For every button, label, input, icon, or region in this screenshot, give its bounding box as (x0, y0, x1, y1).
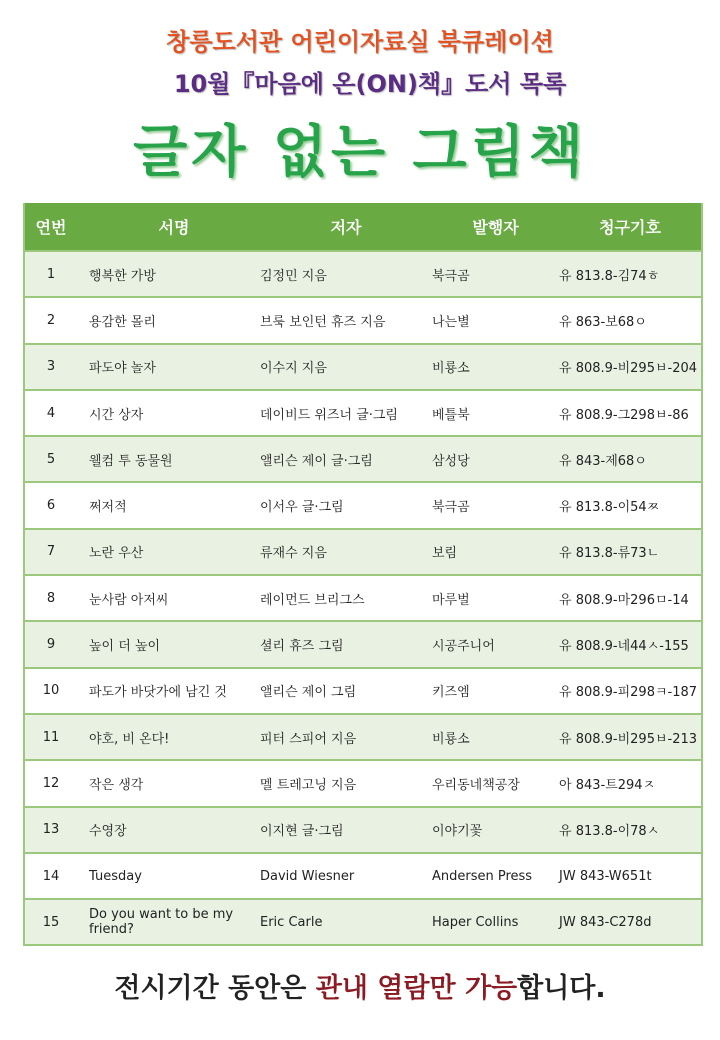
book-call-number: JW 843-C278d (559, 899, 702, 945)
book-number: 2 (24, 297, 77, 343)
book-author: 김정민 지음 (260, 251, 432, 297)
column-header-number: 연번 (24, 203, 77, 251)
book-call-number: 유 863-보68ㅇ (559, 297, 702, 343)
library-curation-heading: 창릉도서관 어린이자료실 북큐레이션 (166, 28, 554, 56)
book-author: 이서우 글·그림 (260, 482, 432, 528)
page-title: 글자 없는 그림책 (133, 120, 587, 185)
book-call-number: 유 808.9-피298ㅋ-187 (559, 668, 702, 714)
book-title: 수영장 (77, 807, 260, 853)
table-row (24, 390, 702, 436)
book-number: 12 (24, 760, 77, 806)
book-call-number: 아 843-트294ㅈ (559, 760, 702, 806)
book-publisher: 베틀북 (432, 390, 559, 436)
table-row (24, 621, 702, 667)
book-author: 이수지 지음 (260, 344, 432, 390)
book-call-number: 유 813.8-이78ㅅ (559, 807, 702, 853)
book-number: 3 (24, 344, 77, 390)
book-call-number: 유 808.9-비295ㅂ-213 (559, 714, 702, 760)
table-row (24, 668, 702, 714)
book-author: 멜 트레고닝 지음 (260, 760, 432, 806)
book-title: 파도야 놀자 (77, 344, 260, 390)
book-title: 웰컴 투 동물원 (77, 436, 260, 482)
exhibition-notice (0, 966, 720, 1005)
column-header-author: 저자 (260, 203, 432, 251)
table-row (24, 251, 702, 297)
notice-text: 전시기간 동안은 (114, 973, 316, 1004)
table-row (24, 436, 702, 482)
book-title: Tuesday (77, 853, 260, 899)
book-number: 8 (24, 575, 77, 621)
notice-highlight: 관내 열람만 가능 (315, 973, 518, 1004)
book-number: 4 (24, 390, 77, 436)
book-publisher: 키즈엠 (432, 668, 559, 714)
column-header-title: 서명 (77, 203, 260, 251)
table-row (24, 529, 702, 575)
book-author: 류재수 지음 (260, 529, 432, 575)
book-title: 눈사람 아저씨 (77, 575, 260, 621)
book-number: 1 (24, 251, 77, 297)
table-row (24, 297, 702, 343)
book-title: 행복한 가방 (77, 251, 260, 297)
book-title: 시간 상자 (77, 390, 260, 436)
book-title: 야호, 비 온다! (77, 714, 260, 760)
table-row (24, 344, 702, 390)
column-header-publisher: 발행자 (432, 203, 559, 251)
book-number: 7 (24, 529, 77, 575)
book-author: 이지현 글·그림 (260, 807, 432, 853)
book-title: 높이 더 높이 (77, 621, 260, 667)
book-number: 6 (24, 482, 77, 528)
book-author: 브룩 보인턴 휴즈 지음 (260, 297, 432, 343)
table-row (24, 807, 702, 853)
book-call-number: 유 813.8-류73ㄴ (559, 529, 702, 575)
table-header-row (24, 203, 702, 251)
table-row (24, 482, 702, 528)
book-publisher: 비룡소 (432, 714, 559, 760)
book-publisher: 북극곰 (432, 482, 559, 528)
book-call-number: JW 843-W651t (559, 853, 702, 899)
book-call-number: 유 808.9-마296ㅁ-14 (559, 575, 702, 621)
book-publisher: Andersen Press (432, 853, 559, 899)
book-list-table (23, 203, 703, 946)
notice-text-end: 합니다. (517, 973, 606, 1004)
table-row (24, 714, 702, 760)
book-publisher: 나는별 (432, 297, 559, 343)
book-call-number: 유 813.8-김74ㅎ (559, 251, 702, 297)
book-publisher: 우리동네책공장 (432, 760, 559, 806)
book-publisher: 보림 (432, 529, 559, 575)
book-author: 피터 스피어 지음 (260, 714, 432, 760)
book-number: 11 (24, 714, 77, 760)
book-publisher: 북극곰 (432, 251, 559, 297)
book-title: 쩌저적 (77, 482, 260, 528)
book-title: 작은 생각 (77, 760, 260, 806)
book-author: 셜리 휴즈 그림 (260, 621, 432, 667)
column-header-call-number: 청구기호 (559, 203, 702, 251)
book-publisher: 삼성당 (432, 436, 559, 482)
book-title: Do you want to be my friend? (77, 899, 260, 945)
book-number: 10 (24, 668, 77, 714)
table-row (24, 853, 702, 899)
book-author: 레이먼드 브리그스 (260, 575, 432, 621)
book-publisher: 이야기꽃 (432, 807, 559, 853)
book-number: 14 (24, 853, 77, 899)
book-call-number: 유 808.9-네44ㅅ-155 (559, 621, 702, 667)
table-row (24, 760, 702, 806)
book-number: 13 (24, 807, 77, 853)
book-number: 15 (24, 899, 77, 945)
book-author: 앨리슨 제이 글·그림 (260, 436, 432, 482)
book-publisher: 시공주니어 (432, 621, 559, 667)
book-author: 데이비드 위즈너 글·그림 (260, 390, 432, 436)
list-subtitle: 10월『마음에 온(ON)책』도서 목록 (173, 70, 567, 98)
book-title: 용감한 몰리 (77, 297, 260, 343)
table-row (24, 575, 702, 621)
book-call-number: 유 813.8-이54ㅉ (559, 482, 702, 528)
book-title: 파도가 바닷가에 남긴 것 (77, 668, 260, 714)
book-number: 5 (24, 436, 77, 482)
book-publisher: Haper Collins (432, 899, 559, 945)
book-call-number: 유 808.9-그298ㅂ-86 (559, 390, 702, 436)
book-author: David Wiesner (260, 853, 432, 899)
book-author: 앨리슨 제이 그림 (260, 668, 432, 714)
book-call-number: 유 808.9-비295ㅂ-204 (559, 344, 702, 390)
book-author: Eric Carle (260, 899, 432, 945)
table-row (24, 899, 702, 945)
book-publisher: 비룡소 (432, 344, 559, 390)
book-call-number: 유 843-제68ㅇ (559, 436, 702, 482)
book-number: 9 (24, 621, 77, 667)
book-publisher: 마루벌 (432, 575, 559, 621)
book-title: 노란 우산 (77, 529, 260, 575)
